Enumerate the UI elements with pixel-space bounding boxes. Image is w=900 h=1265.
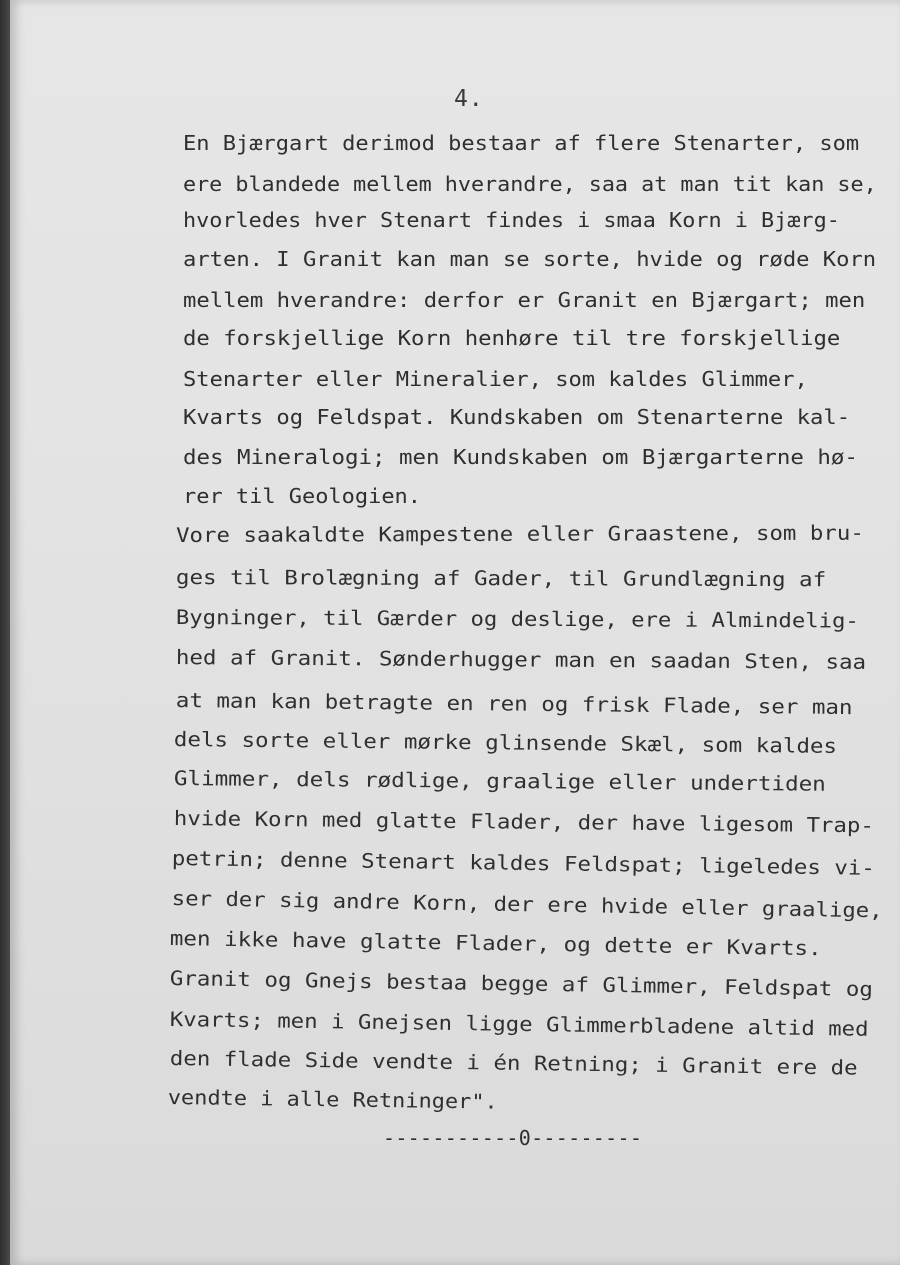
text-line: at man kan betragte en ren og frisk Flade, ser man [175,688,853,720]
text-line: arten. I Granit kan man se sorte, hvide og røde Korn [183,247,877,271]
text-line: Kvarts og Feldspat. Kundskaben om Stenarterne kal- [183,405,851,429]
text-line: hvorledes hver Stenart findes i smaa Korn i Bjærg- [183,208,840,232]
text-line: dels sorte eller mørke glinsende Skæl, som kaldes [173,727,838,758]
text-line: Kvarts; men i Gnejsen ligge Glimmerbladene altid med [169,1007,869,1041]
text-line: ere blandede mellem hverandre, saa at man tit kan se, [183,172,877,196]
section-divider: -----------0--------- [383,1126,643,1150]
page-number: 4. [454,86,484,112]
text-line: vendte i alle Retninger". [167,1085,498,1114]
text-line: hvide Korn med glatte Flader, der have ligesom Trap- [173,806,874,838]
text-line: petrin; denne Stenart kaldes Feldspat; ligeledes vi- [171,846,876,880]
text-line: mellem hverandre: derfor er Granit en Bjærgart; men [183,288,866,312]
text-line: Stenarter eller Mineralier, som kaldes Glimmer, [183,367,808,391]
text-line: men ikke have glatte Flader, og dette er Kvarts. [169,926,822,961]
text-line: Glimmer, dels rødlige, graalige eller undertiden [173,766,826,796]
text-line: rer til Geologien. [183,484,421,508]
text-line: ser der sig andre Korn, der ere hvide eller graalige, [171,886,883,923]
text-line: ges til Brolægning af Gader, til Grundlægning af [175,565,827,592]
text-line: En Bjærgart derimod bestaar af flere Stenarter, som [183,131,860,155]
text-line: Vore saakaldte Kampestene eller Graastene, som bru- [176,520,864,547]
text-line: Bygninger, til Gærder og deslige, ere i Almindelig- [175,605,859,633]
text-line: hed af Granit. Sønderhugger man en saadan Sten, saa [175,645,867,674]
text-line: de forskjellige Korn henhøre til tre forskjellige [183,326,841,350]
text-line: Granit og Gnejs bestaa begge af Glimmer, Feldspat og [169,966,874,1002]
text-line: des Mineralogi; men Kundskaben om Bjærgarterne hø- [183,445,858,469]
text-line: den flade Side vendte i én Retning; i Granit ere de [169,1046,858,1080]
